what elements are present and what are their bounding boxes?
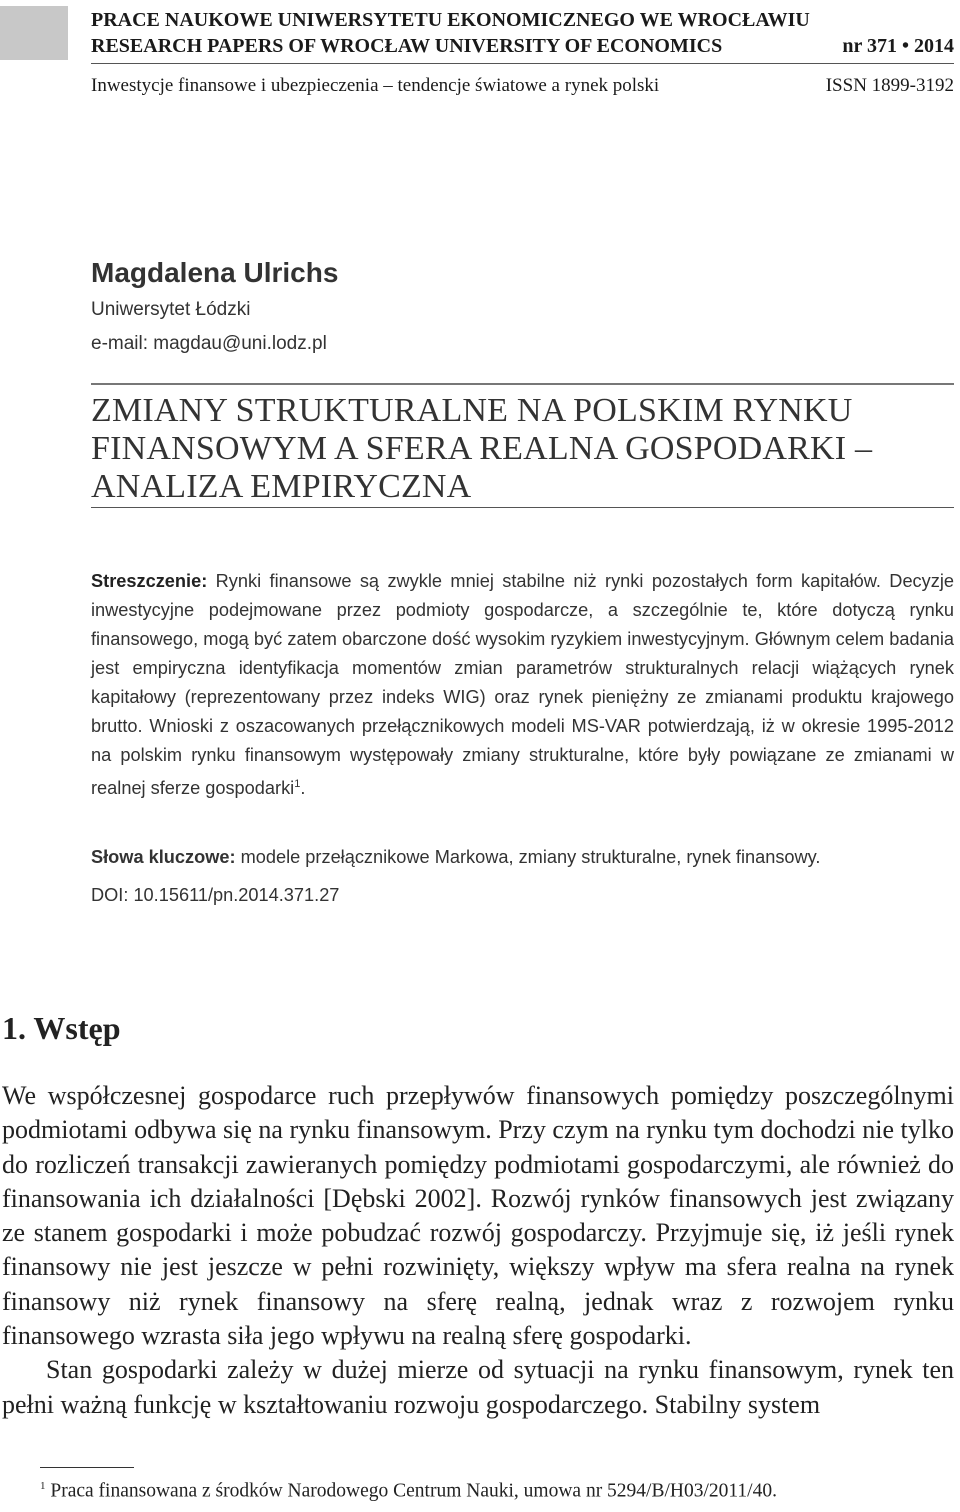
paragraph: We współczesnej gospodarce ruch przepływów finansowych pomiędzy poszczególnymi podmiotami odbywa się na rynku finansowym. Przy czym na rynku tym dochodzi nie tylko do rozliczeń transakcji zawieranych pomiędzy podmiotami gospodarczymi, ale również do finansowania ich działalności [Dębski 2002]. Rozwój rynków finansowych jest związany ze stanem gospodarki i może pobudzać rozwój gospodarczy. Przyjmuje się, iż jeśli rynek finansowy nie jest jeszcze w pełni rozwinięty, większy wpływ ma sfera realna na rynek finansowy niż rynek finansowy na sferę realną, jednak wraz z rozwojem rynku finansowego wzrasta siła jego wpływu na realną sferę gospodarki. (2, 1081, 954, 1351)
author-affiliation: Uniwersytet Łódzki (91, 299, 251, 320)
section-heading: 1. Wstęp (2, 1010, 121, 1046)
keywords (91, 843, 954, 871)
abstract-text: Rynki finansowe są zwykle mniej stabilne niż rynki pozostałych form kapitałów. Decyzje inwestycyjne podejmowane przez podmioty gospodarcze, a szczególnie te, które dotyczą rynku finansowego, mogą być zatem obarczone dość wysokim ryzykiem inwestycyjnym. Głównym celem badania jest empiryczna identyfikacja momentów zmian parametrów strukturalnych relacji wiążących rynek kapitałowy (reprezentowany przez indeks WIG) oraz rynek pieniężny ze zmianami produktu krajowego brutto. Wnioski z oszacowanych przełącznikowych modeli MS-VAR potwierdzają, iż w okresie 1995-2012 na polskim rynku finansowym występowały zmiany strukturalne, które były powiązane ze zmianami w realnej sferze gospodarki (91, 571, 954, 799)
title-line: FINANSOWYM A SFERA REALNA GOSPODARKI – (91, 430, 873, 467)
keywords-label: Słowa kluczowe: (91, 847, 236, 867)
keywords-text: modele przełącznikowe Markowa, zmiany strukturalne, rynek finansowy. (240, 847, 821, 867)
issn: ISSN 1899-3192 (825, 75, 954, 96)
author-name: Magdalena Ulrichs (91, 257, 339, 288)
footnote-text: Praca finansowana z środków Narodowego Centrum Nauki, umowa nr 5294/B/H03/2011/40. (50, 1480, 777, 1502)
footnote (40, 1480, 777, 1503)
abstract (91, 567, 954, 803)
title-top-rule (91, 383, 954, 385)
issue-number: nr 371 • 2014 (842, 35, 954, 57)
abstract-end: . (300, 778, 306, 799)
title-line: ANALIZA EMPIRYCZNA (91, 468, 472, 505)
volume-row (91, 74, 954, 98)
series-title-en-row (91, 34, 954, 58)
series-title-en: RESEARCH PAPERS OF WROCŁAW UNIVERSITY OF ECONOMICS (91, 35, 723, 57)
author-email: e-mail: magdau@uni.lodz.pl (91, 333, 327, 354)
paper-title (91, 392, 954, 506)
abstract-label: Streszczenie: (91, 571, 208, 591)
doi: DOI: 10.15611/pn.2014.371.27 (91, 885, 340, 905)
series-title-pl: PRACE NAUKOWE UNIWERSYTETU EKONOMICZNEGO WE WROCŁAWIU (91, 9, 810, 31)
footnote-divider (40, 1467, 134, 1468)
corner-logo-block (0, 6, 68, 60)
paragraph: Stan gospodarki zależy w dużej mierze od sytuacji na rynku finansowym, rynek ten pełni ważną funkcję w kształtowaniu rozwoju gospodarczego. Stabilny system (2, 1355, 954, 1419)
body-text (2, 1079, 954, 1422)
volume-title: Inwestycje finansowe i ubezpieczenia – tendencje światowe a rynek polski (91, 75, 660, 96)
title-line: ZMIANY STRUKTURALNE NA POLSKIM RYNKU (91, 392, 853, 429)
footnote-mark: 1 (40, 1480, 46, 1492)
footnote-ref: 1 (294, 778, 301, 790)
header-divider (91, 63, 954, 64)
title-bottom-rule (91, 507, 954, 508)
